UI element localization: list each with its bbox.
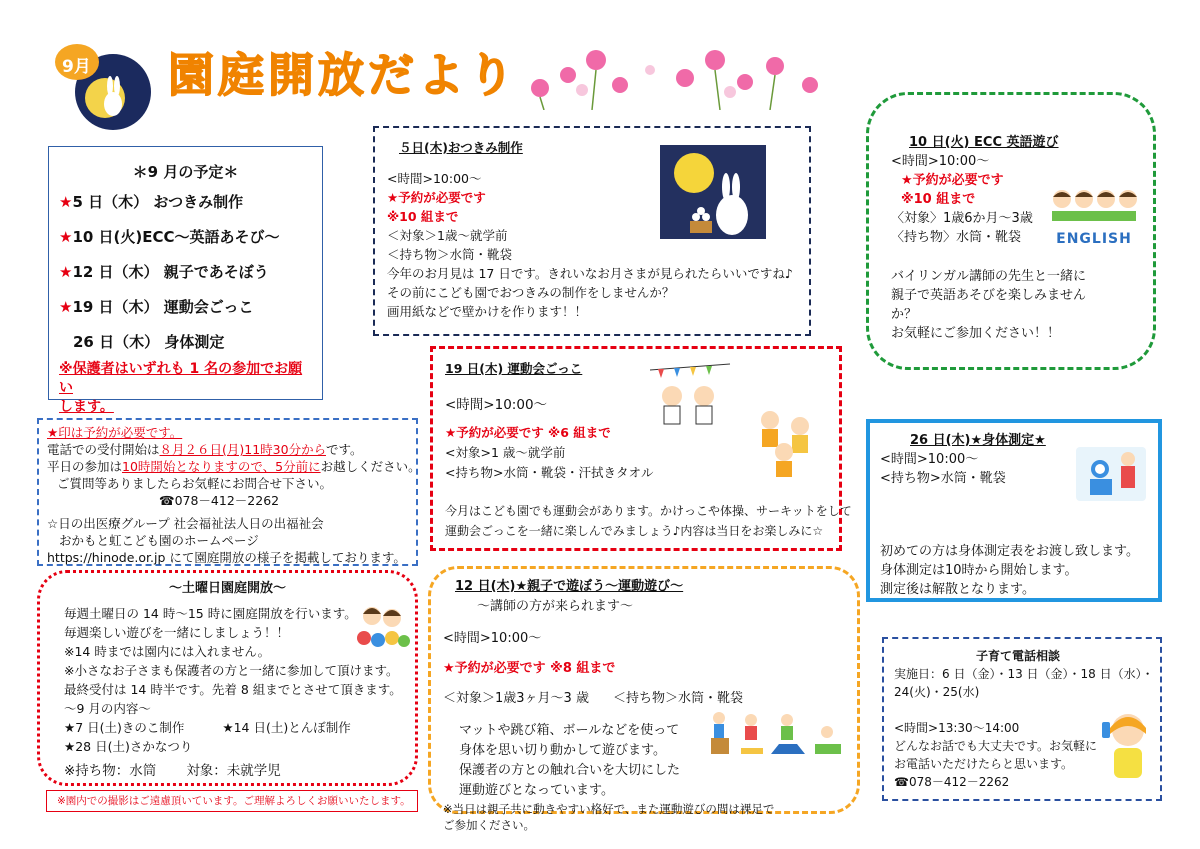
- page-title: 園庭開放だより: [168, 48, 518, 102]
- notice-questions: ご質問等ありましたらお気軽にお問合せ下さい。: [57, 476, 333, 491]
- ecc-desc: か？: [891, 307, 918, 322]
- notice-tel: ☎078－412－2262: [159, 493, 280, 508]
- notice-weekday: 平日の参加は10時開始となりますので、5分前にお越しください。: [47, 459, 421, 474]
- measure-desc: 測定後は解散となります。: [880, 582, 1035, 597]
- reservation-notice-box: [37, 418, 421, 566]
- notice-reservation: ★印は予約が必要です。: [47, 425, 183, 440]
- ecc-limit: ※10 組まで: [901, 192, 976, 207]
- tsukimi-reserve: ★予約が必要です: [387, 190, 486, 205]
- tsukimi-bring: ＜持ち物＞水筒・靴袋: [387, 247, 513, 262]
- tsukimi-desc: 今年のお月見は 17 日です。きれいなお月さまが見られたらいいですね♪: [387, 266, 793, 281]
- measure-time: <時間>10:00～: [880, 452, 979, 467]
- girl-on-phone-illustration: [1098, 704, 1156, 784]
- scale-kids-illustration: [1076, 447, 1146, 505]
- notice-phone-start: 電話での受付開始は８月２６日(月)11時30分からです。: [47, 442, 363, 457]
- parent-desc: 保護者の方との触れ合いを大切にした: [459, 763, 681, 778]
- schedule-item: ★5 日（木） おつきみ制作: [59, 193, 244, 211]
- notice-url[interactable]: https://hinode.or.jp にて園庭開放の様子を掲載しております。: [47, 550, 406, 565]
- parent-reserve: ★予約が必要です ※8 組まで: [443, 661, 616, 676]
- ecc-bring: 〈持ち物〉水筒・靴袋: [891, 230, 1022, 245]
- ecc-title: 10 日(火) ECC 英語遊び: [909, 135, 1059, 150]
- measure-bring: <持ち物>水筒・靴袋: [880, 471, 1006, 486]
- saturday-line: ※14 時までは園内には入れません。: [64, 644, 271, 659]
- schedule-item: ★12 日（木） 親子であそぼう: [59, 263, 269, 281]
- saturday-event: ★28 日(土)さかなつり: [64, 739, 193, 754]
- saturday-event: ★14 日(土)とんぼ制作: [222, 720, 351, 735]
- tsukimi-desc: その前にこども園でおつきみの制作をしませんか？: [387, 285, 675, 300]
- undoukai-desc: 運動会ごっこを一緒に楽しんでみましょう♪内容は当日をお楽しみに☆: [445, 524, 824, 538]
- parent-subtitle: ～講師の方が来られます～: [477, 599, 634, 614]
- saturday-title: ～土曜日園庭開放～: [168, 581, 286, 596]
- phone-dates: 24(火)・25(水): [894, 685, 980, 699]
- ecc-desc: お気軽にご参加ください！！: [891, 326, 1061, 341]
- phone-tel: ☎078－412－2262: [894, 775, 1010, 789]
- ecc-desc: 親子で英語あそびを楽しみません: [891, 288, 1087, 303]
- parent-desc: 身体を思い切り動かして遊びます。: [459, 743, 666, 758]
- parent-desc: マットや跳び箱、ボールなどを使って: [459, 723, 680, 738]
- ecc-time: <時間>10:00～: [891, 154, 990, 169]
- parent-target-bring: ＜対象＞1歳3ヶ月～3 歳 ＜持ち物＞水筒・靴袋: [443, 691, 743, 706]
- saturday-line: 毎週楽しい遊びを一緒にしましょう！！: [64, 625, 290, 640]
- parent-note: ご参加ください。: [443, 818, 535, 832]
- undoukai-desc: 今月はこども園でも運動会があります。かけっこや体操、サーキットをして: [445, 504, 852, 518]
- tsukimi-time: <時間>10:00～: [387, 171, 482, 186]
- schedule-item: ★10 日(火)ECC～英語あそび～: [59, 228, 280, 246]
- parent-child-play-box: [428, 566, 860, 832]
- parent-title: 12 日(木)★親子で遊ぼう～運動遊び～: [455, 579, 684, 594]
- photo-notice: ※園内での撮影はご遠慮頂いています。ご理解よろしくお願いいたします。: [46, 790, 418, 812]
- monthly-schedule-box: [48, 146, 323, 415]
- saturday-line: ※小さなお子さまも保護者の方と一緒に参加して頂けます。: [64, 663, 399, 678]
- ball-pool-kids-illustration: [352, 598, 412, 652]
- saturday-line: 最終受付は 14 時半です。先着 8 組までとさせて頂きます。: [64, 682, 402, 697]
- phone-time: <時間>13:30～14:00: [894, 721, 1020, 735]
- parent-desc: 運動遊びとなっています。: [459, 783, 614, 798]
- measure-desc: 身体測定は10時から開始します。: [880, 563, 1078, 578]
- ecc-target: 〈対象〉1歳6か月～3歳: [891, 211, 1033, 226]
- ecc-desc: バイリンガル講師の先生と一緒に: [891, 269, 1087, 284]
- parent-time: <時間>10:00～: [443, 631, 542, 646]
- english-label: ENGLISH: [1056, 231, 1132, 247]
- cosmos-flowers-illustration: [520, 30, 840, 110]
- tsukimi-desc: 画用紙などで壁かけを作ります！！: [387, 304, 588, 319]
- saturday-bring-target: ※持ち物：水筒 対象：未就学児: [64, 763, 281, 779]
- saturday-event: ★7 日(土)きのこ制作: [64, 720, 185, 735]
- sports-kids-illustration: [650, 360, 830, 484]
- schedule-heading: ＊9 月の予定＊: [132, 163, 239, 181]
- undoukai-bring: <持ち物>水筒・靴袋・汗拭きタオル: [445, 465, 654, 480]
- phone-dates: 実施日：6 日（金）・13 日（金）・18 日（水）・: [894, 667, 1154, 681]
- schedule-item: ★19 日（木） 運動会ごっこ: [59, 298, 254, 316]
- month-badge: 9月: [62, 57, 91, 77]
- undoukai-target: <対象>1 歳～就学前: [445, 445, 566, 460]
- undoukai-reserve: ★予約が必要です ※6 組まで: [445, 425, 611, 440]
- tsukimi-target: ＜対象＞1歳～就学前: [387, 228, 508, 243]
- measure-title: 26 日(木)★身体測定★: [910, 433, 1046, 448]
- undoukai-title: 19 日(木) 運動会ごっこ: [445, 361, 583, 376]
- phone-title: 子育て電話相談: [976, 649, 1061, 663]
- undoukai-time: <時間>10:00～: [445, 397, 548, 413]
- tsukimi-title: ５日(木)おつきみ制作: [399, 140, 523, 155]
- english-kids-illustration: [1048, 185, 1140, 247]
- notice-homepage: おかもと虹こども園のホームページ: [59, 533, 259, 548]
- gym-equipment-illustration: [705, 710, 845, 764]
- tsukimi-limit: ※10 組まで: [387, 209, 459, 224]
- phone-desc: お電話いただけたらと思います。: [894, 757, 1074, 771]
- phone-desc: どんなお話でも大丈夫です。お気軽に: [894, 739, 1098, 753]
- saturday-line: 毎週土曜日の 14 時～15 時に園庭開放を行います。: [64, 606, 357, 621]
- parent-note: ※当日は親子共に動きやすい格好で、また運動遊びの間は裸足で: [443, 802, 775, 816]
- schedule-item: 26 日（木） 身体測定: [73, 333, 225, 351]
- saturday-line: ～9 月の内容～: [64, 701, 151, 716]
- measure-desc: 初めての方は身体測定表をお渡し致します。: [880, 544, 1139, 559]
- ecc-reserve: ★予約が必要です: [901, 173, 1004, 188]
- schedule-note: ※保護者はいずれも 1 名の参加でお願い します。: [59, 361, 303, 415]
- moon-rabbit-illustration: [660, 145, 766, 243]
- saturday-events: [54, 718, 401, 737]
- notice-group: ☆日の出医療グループ 社会福祉法人日の出福祉会: [47, 516, 324, 531]
